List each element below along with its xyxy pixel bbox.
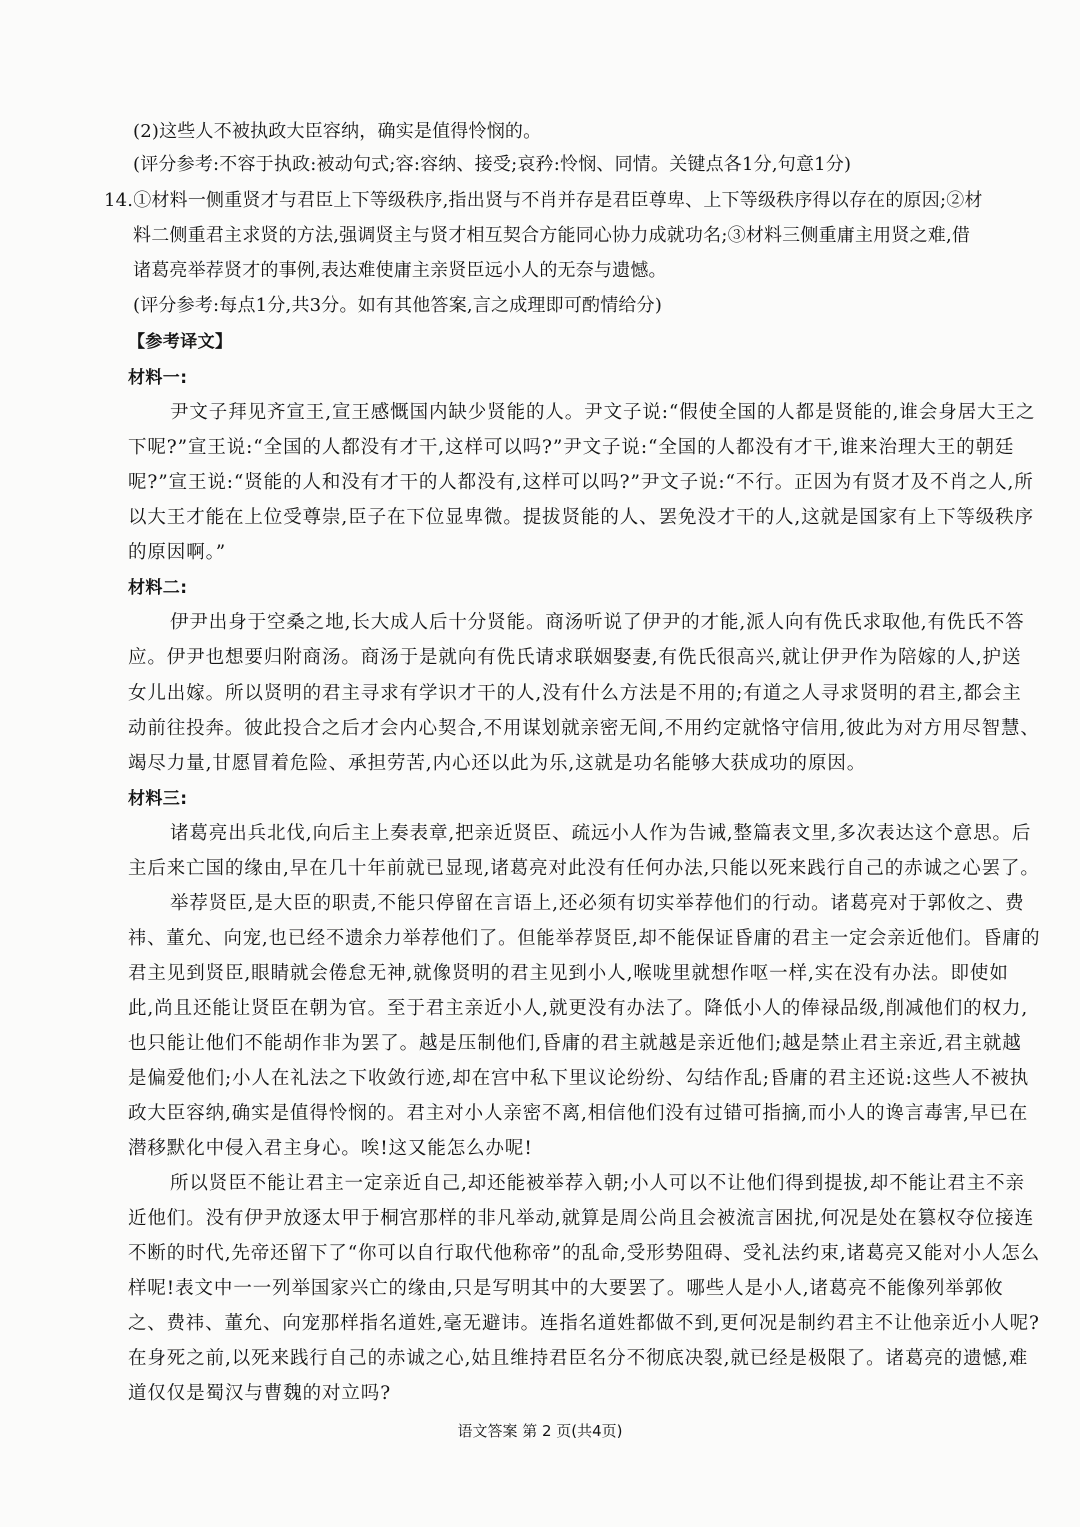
q14-scoring: (评分参考:每点1分,共3分。如有其他答案,言之成理即可酌情给分): [133, 295, 663, 316]
material2-line: 竭尽力量,甘愿冒着危险、承担劳苦,内心还以此为乐,这就是功名能够大获成功的原因。: [128, 753, 867, 774]
material3-line: 不断的时代,先帝还留下了“你可以自行取代他称帝”的乱命,受形势阻碍、受礼法约束,诸葛亮又能对小人怎么: [128, 1243, 1041, 1264]
material3-line: 是偏爱他们;小人在礼法之下收敛行迹,却在宫中私下里议论纷纷、勾结作乱;昏庸的君主还说:这些人不被执: [128, 1068, 1030, 1089]
material2-line: 伊尹出身于空桑之地,长大成人后十分贤能。商汤听说了伊尹的才能,派人向有侁氏求取他,有侁氏不答: [170, 612, 1025, 633]
material1-line: 的原因啊。”: [128, 542, 227, 563]
material1-line: 尹文子拜见齐宣王,宣王感慨国内缺少贤能的人。尹文子说:“假使全国的人都是贤能的,谁会身居大王之: [170, 402, 1036, 423]
material1-heading: 材料一:: [128, 368, 188, 388]
q14-answer-line3: 诸葛亮举荐贤才的事例,表达难使庸主亲贤臣远小人的无奈与遗憾。: [133, 260, 667, 281]
material3-line: 君主见到贤臣,眼睛就会倦怠无神,就像贤明的君主见到小人,喉咙里就想作呕一样,实在没有办法。即使如: [128, 963, 1009, 984]
q13-2-scoring: (评分参考:不容于执政:被动句式;容:容纳、接受;哀矜:怜悯、同情。关键点各1分,句意1分): [133, 154, 852, 175]
material3-line: 主后来亡国的缘由,早在几十年前就已显现,诸葛亮对此没有任何办法,只能以死来践行自己的赤诚之心罢了。: [128, 858, 1040, 879]
material3-line: 诸葛亮出兵北伐,向后主上奏表章,把亲近贤臣、疏远小人作为告诫,整篇表文里,多次表达这个意思。后: [170, 823, 1032, 844]
material3-line: 也只能让他们不能胡作非为罢了。越是压制他们,昏庸的君主就越是亲近他们;越是禁止君主亲近,君主就越: [128, 1033, 1022, 1054]
material1-line: 下呢?”宣王说:“全国的人都没有才干,这样可以吗?”尹文子说:“全国的人都没有才干,谁来治理大王的朝廷: [128, 437, 1015, 458]
material3-line: 在身死之前,以死来践行自己的赤诚之心,姑且维持君臣名分不彻底决裂,就已经是极限了。诸葛亮的遗憾,难: [128, 1348, 1029, 1369]
material3-line: 祎、董允、向宠,也已经不遗余力举荐他们了。但能举荐贤臣,却不能保证昏庸的君主一定会亲近他们。昏庸的: [128, 928, 1041, 949]
material2-line: 应。伊尹也想要归附商汤。商汤于是就向有侁氏请求联姻娶妻,有侁氏很高兴,就让伊尹作为陪嫁的人,护送: [128, 647, 1022, 668]
material1-line: 以大王才能在上位受尊崇,臣子在下位显卑微。提拔贤能的人、罢免没才干的人,这就是国家有上下等级秩序: [128, 507, 1034, 528]
material3-line: 举荐贤臣,是大臣的职责,不能只停留在言语上,还必须有切实举荐他们的行动。诸葛亮对于郭攸之、费: [170, 893, 1025, 914]
material3-line: 之、费祎、董允、向宠那样指名道姓,毫无避讳。连指名道姓都做不到,更何况是制约君主不让他亲近小人呢?: [128, 1313, 1040, 1334]
material3-line: 政大臣容纳,确实是值得怜悯的。君主对小人亲密不离,相信他们没有过错可指摘,而小人的谗言毒害,早已在: [128, 1103, 1029, 1124]
material3-line: 近他们。没有伊尹放逐太甲于桐宫那样的非凡举动,就算是周公尚且会被流言困扰,何况是处在篡权夺位接连: [128, 1208, 1034, 1229]
material3-line: 此,尚且还能让贤臣在朝为官。至于君主亲近小人,就更没有办法了。降低小人的俸禄品级,削减他们的权力,: [128, 998, 1029, 1019]
material3-heading: 材料三:: [128, 789, 188, 809]
material3-line: 潜移默化中侵入君主身心。唉!这又能怎么办呢!: [128, 1138, 533, 1159]
q14-answer-line1: 14.①材料一侧重贤才与君臣上下等级秩序,指出贤与不肖并存是君臣尊卑、上下等级秩序得以存在的原因;②材: [104, 190, 983, 211]
q13-2-answer: (2)这些人不被执政大臣容纳，确实是值得怜悯的。: [133, 121, 542, 142]
material2-line: 女儿出嫁。所以贤明的君主寻求有学识才干的人,没有什么方法是不用的;有道之人寻求贤明的君主,都会主: [128, 683, 1022, 704]
material3-line: 道仅仅是蜀汉与曹魏的对立吗?: [128, 1383, 392, 1404]
material2-heading: 材料二:: [128, 578, 188, 598]
material3-line: 样呢!表文中一一列举国家兴亡的缘由,只是写明其中的大要罢了。哪些人是小人,诸葛亮不能像列举郭攸: [128, 1278, 1004, 1299]
page-footer: 语文答案 第 2 页(共4页): [457, 1422, 623, 1440]
material1-line: 呢?”宣王说:“贤能的人和没有才干的人都没有,这样可以吗?”尹文子说:“不行。正因为有贤才及不肖之人,所: [128, 472, 1034, 493]
material2-line: 动前往投奔。彼此投合之后才会内心契合,不用谋划就亲密无间,不用约定就恪守信用,彼此为对方用尽智慧、: [128, 718, 1040, 739]
material3-line: 所以贤臣不能让君主一定亲近自己,却还能被举荐入朝;小人可以不让他们得到提拔,却不能让君主不亲: [170, 1173, 1025, 1194]
q14-answer-line2: 料二侧重君主求贤的方法,强调贤主与贤才相互契合方能同心协力成就功名;③材料三侧重庸主用贤之难,借: [133, 225, 971, 246]
translation-title: 【参考译文】: [128, 332, 233, 352]
